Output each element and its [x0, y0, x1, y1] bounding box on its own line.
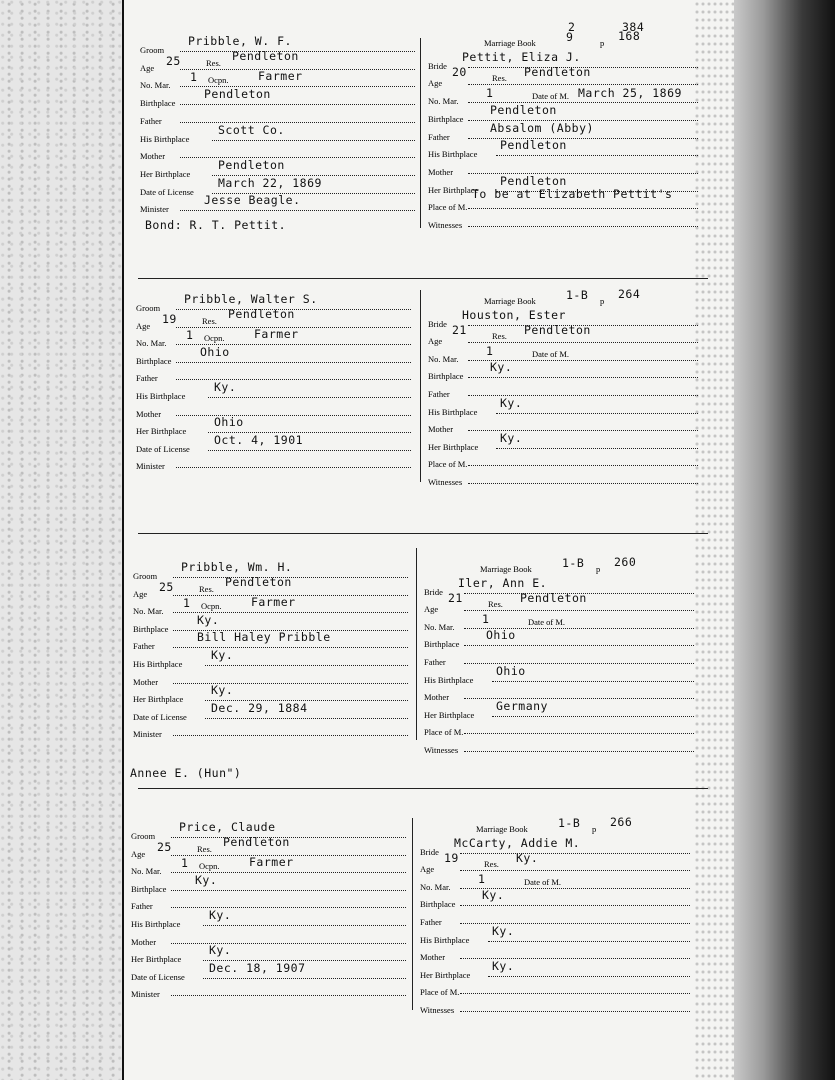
bride-row-mother [424, 687, 694, 701]
field-line [468, 226, 698, 227]
field-line [203, 978, 406, 979]
bride-row-his-birthplace [424, 663, 694, 685]
bride-birthplace: Ohio [486, 628, 516, 643]
field-line [176, 467, 411, 468]
field-label: Minister [131, 989, 160, 1000]
groom-row-date-of-license [136, 432, 411, 454]
field-label: Res. [488, 599, 503, 610]
field-label: Bride [420, 846, 439, 857]
field-label: Date of License [136, 443, 190, 454]
field-label: p [592, 824, 597, 834]
field-line [176, 415, 411, 416]
groom-occupation: Farmer [249, 855, 294, 870]
bride-residence: Ky. [516, 851, 539, 866]
field-label: Date of License [131, 971, 185, 982]
bride-row-witnesses [420, 1000, 690, 1014]
field-label: Her Birthplace [420, 969, 471, 980]
bride-age: 21 [452, 323, 467, 338]
card-column-divider [416, 548, 417, 740]
bride-row-her-birthplace [428, 430, 698, 452]
groom-age: 25 [157, 839, 172, 854]
field-label: Minister [136, 461, 165, 472]
field-line [176, 362, 411, 363]
field-label: Date of License [140, 186, 194, 197]
groom-row-his-birthplace [140, 122, 415, 144]
bride-row-father [424, 652, 694, 666]
groom-residence: Pendleton [225, 574, 292, 589]
field-label: Father [131, 901, 153, 912]
groom-row-minister [136, 456, 411, 470]
field-label: Minister [140, 204, 169, 215]
field-label: No. Mar. [131, 866, 162, 877]
field-line [468, 208, 698, 209]
groom-residence: Pendleton [232, 48, 299, 63]
bride-row-father [428, 384, 698, 398]
field-label: Groom [133, 571, 158, 581]
groom-her-birthplace: Ky. [209, 943, 232, 958]
groom-row-no-mar [131, 855, 406, 877]
groom-row-his-birthplace [131, 908, 406, 929]
field-label: Bride [428, 60, 447, 71]
groom-her-birthplace: Ohio [214, 415, 244, 430]
marriage-book-page: 266 [610, 815, 633, 829]
field-line [176, 379, 411, 380]
field-label: Bride [428, 318, 447, 329]
field-label: His Birthplace [428, 149, 478, 160]
field-label: Age [140, 62, 155, 73]
field-label: Mother [428, 166, 454, 177]
bride-number-of-marriages: 1 [486, 343, 494, 358]
field-label: Groom [131, 831, 156, 841]
field-line [460, 905, 690, 906]
groom-number-of-marriages: 1 [190, 70, 198, 85]
bride-his-birthplace: Ohio [496, 663, 526, 678]
field-line [468, 483, 698, 484]
field-line [468, 342, 698, 343]
bride-residence: Pendleton [524, 65, 591, 80]
marriage-book-number: 1-B [566, 288, 589, 302]
bride-father: Absalom (Abby) [490, 120, 594, 135]
field-label: Father [140, 115, 162, 126]
bride-birthplace: Ky. [482, 888, 505, 903]
bride-row-place-of-m [428, 454, 698, 468]
marriage-book-page: 168 [618, 29, 641, 43]
groom-number-of-marriages: 1 [186, 328, 194, 343]
field-label: His Birthplace [133, 659, 183, 669]
bride-row-mother [428, 419, 698, 433]
field-label: Res. [197, 843, 212, 854]
field-label: Marriage Book [484, 296, 536, 306]
card-column-divider [412, 818, 413, 1010]
field-label: Res. [206, 57, 221, 68]
bride-name: Iler, Ann E. [458, 575, 548, 590]
field-label: No. Mar. [428, 96, 459, 107]
groom-occupation: Farmer [258, 69, 303, 84]
field-line [180, 122, 415, 123]
field-label: Birthplace [428, 113, 464, 124]
field-line [203, 925, 406, 926]
field-label: Marriage Book [480, 564, 532, 574]
field-line [208, 450, 411, 451]
field-line [464, 751, 694, 752]
marriage-book-page: 260 [614, 555, 637, 569]
field-label: Birthplace [140, 98, 176, 109]
bride-row-his-birthplace [428, 138, 698, 160]
groom-row-no-mar [140, 69, 415, 91]
groom-row-birthplace [131, 872, 406, 894]
groom-row-father [133, 630, 408, 652]
field-line [173, 735, 408, 736]
groom-date-of-license: March 22, 1869 [218, 175, 322, 190]
field-line [208, 397, 411, 398]
bride-row-birthplace [428, 360, 698, 382]
bride-his-birthplace: Ky. [492, 923, 515, 938]
bride-row-no-mar [424, 611, 694, 632]
field-label: His Birthplace [131, 919, 181, 929]
bride-row-bride [420, 835, 690, 857]
bride-residence: Pendleton [520, 591, 587, 606]
field-label: Her Birthplace [428, 441, 479, 452]
card-separator [138, 278, 708, 279]
field-label: Witnesses [428, 477, 463, 487]
groom-occupation: Farmer [251, 595, 296, 610]
bride-her-birthplace: Ky. [492, 958, 515, 973]
bride-her-birthplace: Ky. [500, 430, 523, 445]
bride-place-of-m: To be at Elizabeth Pettit's [472, 187, 673, 202]
bride-name: Houston, Ester [462, 307, 566, 322]
field-label: Date of M. [528, 616, 566, 627]
field-label: Res. [202, 315, 217, 326]
field-label: p [596, 564, 601, 574]
field-label: His Birthplace [428, 406, 478, 417]
groom-row-his-birthplace [136, 380, 411, 401]
groom-minister: Jesse Beagle. [204, 193, 301, 208]
field-line [173, 683, 408, 684]
field-label: His Birthplace [140, 133, 190, 144]
bride-row-witnesses [428, 472, 698, 486]
marriage-book-number: 9 [566, 30, 574, 44]
field-label: Marriage Book [484, 38, 536, 48]
groom-row-date-of-license [131, 960, 406, 982]
field-label: Mother [424, 692, 450, 703]
field-line [171, 890, 406, 891]
field-label: Her Birthplace [133, 694, 184, 705]
groom-row-father [136, 368, 411, 382]
scan-margin-left [0, 0, 128, 1080]
field-label: Mother [131, 936, 157, 947]
field-label: No. Mar. [140, 80, 171, 91]
groom-age: 25 [159, 579, 174, 594]
field-label: Birthplace [133, 623, 169, 634]
bride-her-birthplace: Germany [496, 698, 548, 713]
groom-row-minister [140, 193, 415, 215]
field-line [468, 377, 698, 378]
field-label: Age [136, 320, 151, 331]
field-line [171, 907, 406, 908]
field-label: Place of M. [420, 987, 460, 998]
field-line [464, 610, 694, 611]
field-label: Bride [424, 586, 443, 597]
date-of-marriage: March 25, 1869 [578, 86, 682, 101]
field-label: Res. [199, 583, 214, 594]
field-label: Ocpn. [208, 75, 229, 86]
groom-name: Price, Claude [179, 820, 276, 834]
groom-name: Pribble, Wm. H. [181, 560, 293, 574]
marriage-book-page-overwrite: 384 [622, 20, 645, 34]
field-label: His Birthplace [136, 391, 186, 401]
field-label: Res. [492, 331, 507, 342]
groom-row-date-of-license [133, 700, 408, 722]
field-label: Age [133, 588, 148, 599]
field-label: Her Birthplace [140, 168, 191, 179]
groom-father: Bill Haley Pribble [197, 630, 331, 645]
bride-his-birthplace: Pendleton [500, 138, 567, 153]
field-line [171, 995, 406, 996]
field-label: Ocpn. [204, 333, 225, 344]
field-label: Age [131, 848, 146, 859]
bride-number-of-marriages: 1 [486, 86, 494, 101]
bride-row-no-mar [420, 871, 690, 892]
field-line [492, 681, 694, 682]
field-label: Date of M. [532, 91, 570, 102]
groom-row-his-birthplace [133, 648, 408, 669]
field-label: Age [424, 604, 439, 615]
bride-row-witnesses [424, 740, 694, 754]
field-line [496, 413, 698, 414]
field-label: No. Mar. [136, 338, 167, 349]
field-line [460, 993, 690, 994]
groom-age: 25 [166, 53, 181, 68]
groom-birthplace: Pendleton [204, 87, 271, 102]
marriage-book-number: 1-B [558, 816, 581, 830]
field-line [464, 733, 694, 734]
field-label: Birthplace [136, 355, 172, 366]
field-label: Place of M. [424, 727, 464, 738]
groom-number-of-marriages: 1 [181, 856, 189, 871]
field-label: Her Birthplace [424, 709, 475, 720]
groom-birthplace: Ohio [200, 344, 230, 359]
groom-row-minister [131, 984, 406, 998]
card-separator [138, 788, 708, 789]
bride-age: 21 [448, 591, 463, 606]
groom-row-birthplace [136, 344, 411, 366]
bride-row-his-birthplace [428, 395, 698, 417]
groom-date-of-license: Oct. 4, 1901 [214, 432, 304, 447]
bride-number-of-marriages: 1 [478, 871, 486, 886]
groom-number-of-marriages: 1 [183, 596, 191, 611]
field-label: Date of License [133, 711, 187, 722]
field-label: Birthplace [424, 639, 460, 650]
field-line [180, 210, 415, 211]
groom-row-no-mar [133, 595, 408, 617]
bride-row-place-of-m [420, 982, 690, 996]
field-label: Age [428, 336, 443, 347]
field-label: No. Mar. [424, 621, 455, 632]
field-label: Father [428, 389, 450, 399]
groom-her-birthplace: Pendleton [218, 157, 285, 172]
field-label: Age [420, 864, 435, 875]
marriage-book-page: 264 [618, 287, 641, 301]
field-label: Mother [133, 676, 159, 687]
groom-date-of-license: Dec. 18, 1907 [209, 960, 306, 975]
groom-row-birthplace [140, 87, 415, 109]
field-line [460, 1011, 690, 1012]
field-line [464, 645, 694, 646]
card-note: Annee E. (Hun") [130, 766, 242, 780]
groom-his-birthplace: Ky. [211, 648, 234, 662]
field-label: Groom [140, 45, 165, 55]
field-label: Father [136, 373, 158, 384]
groom-name: Pribble, Walter S. [184, 292, 318, 306]
bride-birthplace: Pendleton [490, 102, 557, 117]
field-label: Birthplace [131, 883, 167, 894]
groom-birthplace: Ky. [197, 612, 220, 627]
field-label: Father [424, 657, 446, 667]
field-line [173, 647, 408, 648]
field-label: Father [428, 131, 450, 142]
bride-age: 20 [452, 65, 467, 80]
field-line [492, 716, 694, 717]
groom-his-birthplace: Ky. [209, 908, 232, 922]
field-label: Ocpn. [199, 861, 220, 872]
groom-name: Pribble, W. F. [188, 34, 292, 48]
bride-row-father [420, 912, 690, 926]
field-label: p [600, 38, 605, 48]
field-label: Father [420, 917, 442, 927]
groom-date-of-license: Dec. 29, 1884 [211, 700, 308, 715]
field-label: Witnesses [420, 1005, 455, 1015]
card-note: Bond: R. T. Pettit. [145, 218, 287, 232]
bride-name: Pettit, Eliza J. [462, 49, 581, 64]
bride-row-no-mar [428, 86, 698, 107]
groom-her-birthplace: Ky. [211, 683, 234, 698]
bride-row-birthplace [424, 628, 694, 650]
groom-residence: Pendleton [228, 306, 295, 321]
bride-row-her-birthplace [424, 698, 694, 720]
field-label: Father [133, 641, 155, 652]
groom-birthplace: Ky. [195, 872, 218, 887]
field-line [171, 943, 406, 944]
bride-row-her-birthplace [420, 958, 690, 980]
field-line [212, 140, 415, 141]
marriage-book-number-overwrite: 2 [568, 20, 576, 34]
field-label: No. Mar. [428, 353, 459, 364]
scan-margin-right [725, 0, 835, 1080]
field-label: His Birthplace [420, 934, 470, 945]
field-label: Ocpn. [201, 601, 222, 612]
bride-name: McCarty, Addie M. [454, 835, 581, 850]
field-line [180, 157, 415, 158]
bride-row-his-birthplace [420, 923, 690, 945]
field-label: Witnesses [424, 745, 459, 755]
field-label: His Birthplace [424, 674, 474, 685]
field-line [460, 853, 690, 854]
groom-residence: Pendleton [223, 834, 290, 849]
groom-his-birthplace: Ky. [214, 380, 237, 394]
field-label: No. Mar. [133, 606, 164, 617]
field-label: Groom [136, 303, 161, 313]
bride-row-birthplace [420, 888, 690, 910]
field-line [205, 718, 408, 719]
bride-age: 19 [444, 851, 459, 866]
field-line [460, 870, 690, 871]
field-line [468, 465, 698, 466]
bride-row-place-of-m [424, 722, 694, 736]
field-label: Date of M. [532, 348, 570, 359]
groom-row-minister [133, 724, 408, 738]
bride-birthplace: Ky. [490, 360, 513, 375]
bride-her-birthplace: Pendleton [500, 173, 567, 188]
groom-age: 19 [162, 311, 177, 326]
field-line [496, 448, 698, 449]
bride-row-mother [420, 947, 690, 961]
field-label: Birthplace [420, 899, 456, 910]
field-line [205, 665, 408, 666]
field-label: Place of M. [428, 459, 468, 470]
groom-occupation: Farmer [254, 327, 299, 342]
bride-row-no-mar [428, 343, 698, 364]
card-separator [138, 533, 708, 534]
field-label: Witnesses [428, 220, 463, 230]
groom-row-no-mar [136, 327, 411, 349]
groom-row-mother [131, 932, 406, 946]
field-line [496, 155, 698, 156]
card-column-divider [420, 290, 421, 482]
field-label: Birthplace [428, 371, 464, 382]
field-label: p [600, 296, 605, 306]
field-line [488, 941, 690, 942]
field-label: Place of M. [428, 202, 468, 213]
groom-row-mother [136, 404, 411, 418]
card-column-divider [420, 38, 421, 228]
groom-his-birthplace: Scott Co. [218, 122, 285, 137]
bride-residence: Pendleton [524, 323, 591, 338]
field-label: Date of M. [524, 876, 562, 887]
field-label: Mother [136, 408, 162, 419]
bride-number-of-marriages: 1 [482, 611, 490, 626]
field-line [488, 976, 690, 977]
bride-his-birthplace: Ky. [500, 395, 523, 410]
field-label: Her Birthplace [428, 184, 479, 195]
field-label: Marriage Book [476, 824, 528, 834]
field-label: Res. [484, 859, 499, 870]
field-label: Mother [140, 151, 166, 162]
field-label: Res. [492, 73, 507, 84]
field-label: Age [428, 78, 443, 89]
bride-row-witnesses [428, 215, 698, 229]
groom-row-mother [133, 672, 408, 686]
marriage-book-number: 1-B [562, 556, 585, 570]
field-line [180, 104, 415, 105]
field-label: Her Birthplace [136, 426, 187, 437]
groom-row-father [131, 896, 406, 910]
field-label: No. Mar. [420, 881, 451, 892]
field-label: Mother [420, 952, 446, 963]
field-label: Minister [133, 729, 162, 740]
field-label: Mother [428, 424, 454, 435]
field-label: Her Birthplace [131, 954, 182, 965]
